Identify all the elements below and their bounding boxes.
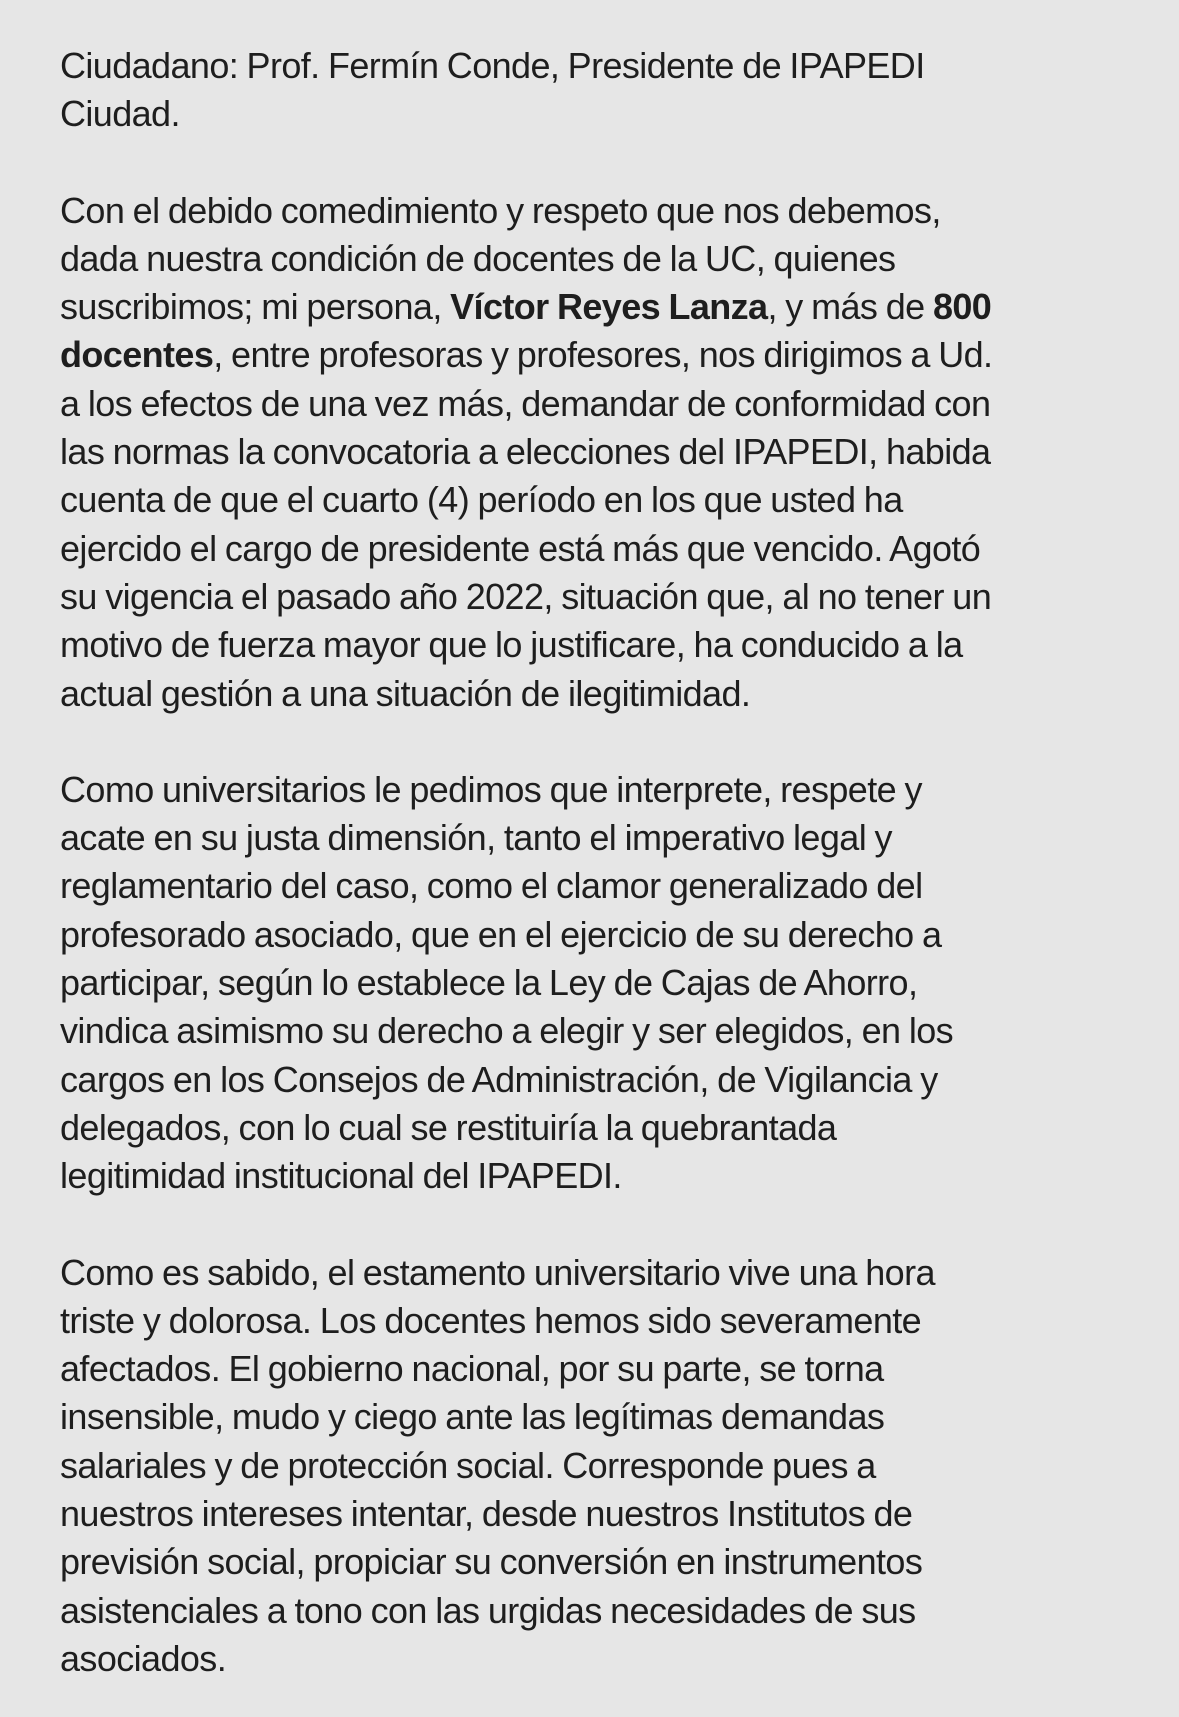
- letter-body: [60, 42, 1139, 1683]
- paragraph-line: vindica asimismo su derecho a elegir y ser elegidos, en los: [60, 1010, 954, 1052]
- paragraph-line: previsión social, propiciar su conversión en instrumentos: [60, 1541, 923, 1583]
- paragraph-line: acate en su justa dimensión, tanto el imperativo legal y: [60, 817, 892, 859]
- paragraph-line: Como universitarios le pedimos que interprete, respete y: [60, 768, 922, 810]
- paragraph-3: [60, 1249, 1139, 1684]
- paragraph-line: asistenciales a tono con las urgidas necesidades de sus: [60, 1589, 916, 1631]
- paragraph-line: Como es sabido, el estamento universitario vive una hora: [60, 1251, 935, 1293]
- paragraph-line: salariales y de protección social. Corresponde pues a: [60, 1444, 876, 1486]
- paragraph-line: insensible, mudo y ciego ante las legítimas demandas: [60, 1396, 885, 1438]
- paragraph-line: cargos en los Consejos de Administración, de Vigilancia y: [60, 1058, 938, 1100]
- city-line: Ciudad.: [60, 93, 180, 135]
- text-run: , y más de: [767, 286, 933, 328]
- docentes-count: 800: [932, 286, 992, 328]
- paragraph-line: las normas la convocatoria a elecciones del IPAPEDI, habida: [60, 431, 991, 473]
- paragraph-line: reglamentario del caso, como el clamor generalizado del: [60, 865, 923, 907]
- paragraph-line: dada nuestra condición de docentes de la UC, quienes: [60, 237, 896, 279]
- paragraph-line: [60, 331, 1139, 379]
- docentes-label: docentes: [60, 334, 214, 376]
- paragraph-line: ejercido el cargo de presidente está más que vencido. Agotó: [60, 527, 981, 569]
- paragraph-line: afectados. El gobierno nacional, por su parte, se torna: [60, 1348, 884, 1390]
- paragraph-line: asociados.: [60, 1637, 227, 1679]
- signatory-name: Víctor Reyes Lanza: [450, 286, 768, 328]
- paragraph-line: a los efectos de una vez más, demandar de conformidad con: [60, 382, 991, 424]
- paragraph-line: delegados, con lo cual se restituiría la quebrantada: [60, 1106, 837, 1148]
- paragraph-line: nuestros intereses intentar, desde nuestros Institutos de: [60, 1493, 913, 1535]
- paragraph-line: actual gestión a una situación de ilegitimidad.: [60, 672, 751, 714]
- paragraph-1: [60, 187, 1139, 718]
- addressee-line: Ciudadano: Prof. Fermín Conde, Presidente de IPAPEDI: [60, 45, 925, 86]
- paragraph-2: [60, 766, 1139, 1201]
- paragraph-line: triste y dolorosa. Los docentes hemos sido severamente: [60, 1299, 922, 1341]
- text-run: suscribimos; mi persona,: [60, 286, 451, 328]
- paragraph-line: Con el debido comedimiento y respeto que nos debemos,: [60, 189, 941, 231]
- salutation: [60, 42, 1139, 139]
- paragraph-line: su vigencia el pasado año 2022, situación que, al no tener un: [60, 575, 992, 617]
- text-run: , entre profesoras y profesores, nos dirigimos a Ud.: [213, 334, 993, 376]
- paragraph-line: motivo de fuerza mayor que lo justificare, ha conducido a la: [60, 624, 963, 666]
- paragraph-line: profesorado asociado, que en el ejercicio de su derecho a: [60, 913, 942, 955]
- paragraph-line: legitimidad institucional del IPAPEDI.: [60, 1155, 622, 1197]
- paragraph-line: participar, según lo establece la Ley de Cajas de Ahorro,: [60, 962, 918, 1004]
- paragraph-line: [60, 283, 1139, 331]
- paragraph-line: cuenta de que el cuarto (4) período en los que usted ha: [60, 479, 903, 521]
